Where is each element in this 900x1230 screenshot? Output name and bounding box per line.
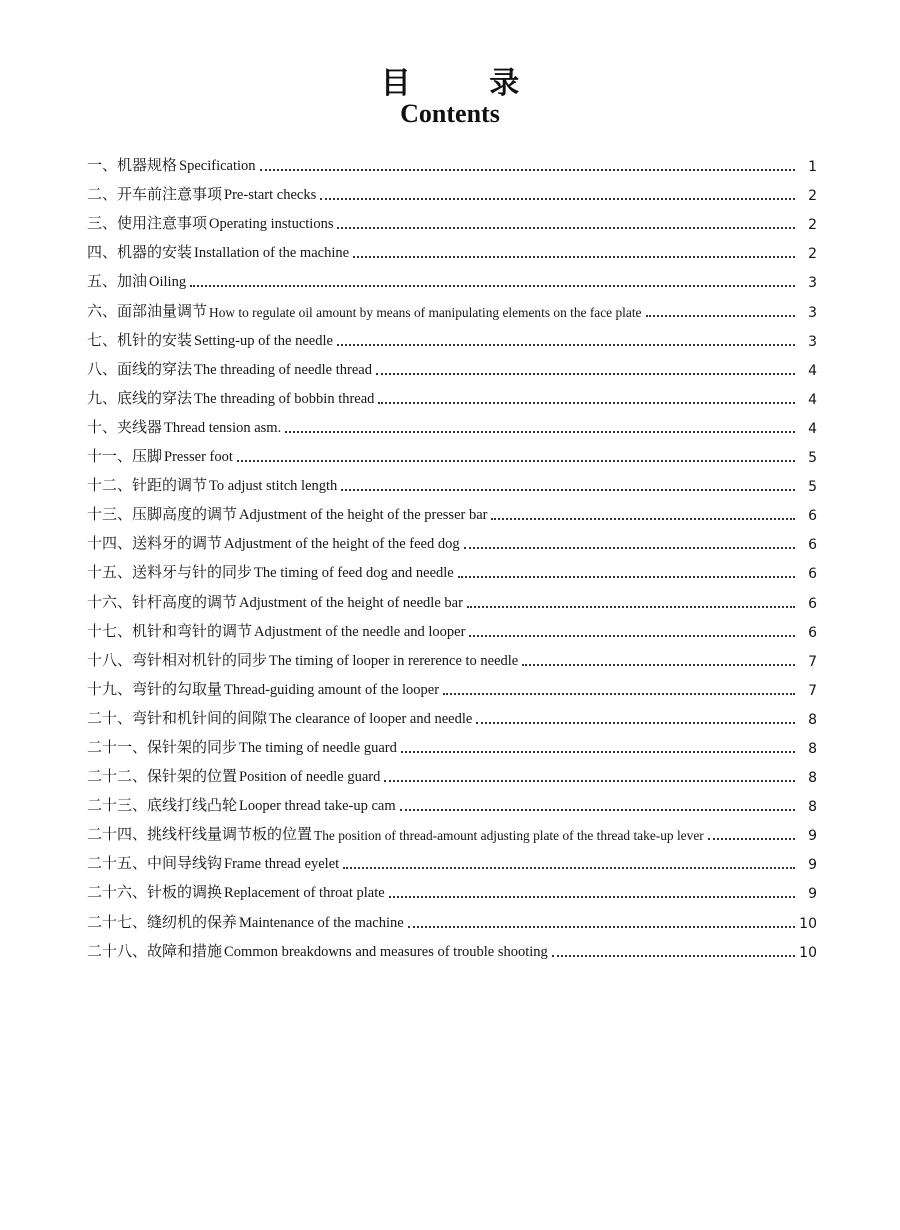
toc-entry-number: 十四、: [87, 534, 133, 553]
dot-leader: [376, 373, 795, 375]
toc-entry: [87, 379, 817, 408]
toc-entry-english-title: The clearance of looper and needle: [269, 710, 473, 727]
toc-entry: [87, 786, 817, 815]
toc-entry-english-title: Adjustment of the height of the presser bar: [239, 507, 488, 524]
toc-entry-number: 十、: [87, 417, 118, 436]
toc-entry-english-title: Oiling: [149, 274, 187, 291]
toc-entry-chinese-title: 送料牙与针的同步: [132, 563, 253, 582]
toc-entry-page-number: 6: [808, 508, 817, 525]
toc-entry-english-title: Adjustment of the needle and looper: [254, 623, 466, 640]
toc-entry-number: 十六、: [87, 592, 133, 611]
dot-leader: [400, 809, 795, 811]
toc-entry-number: 三、: [87, 214, 118, 233]
toc-entry-english-title: Adjustment of the height of the feed dog: [224, 536, 460, 553]
dot-leader: [285, 431, 795, 433]
toc-entry-number: 十二、: [87, 476, 133, 495]
toc-entry-page-number: 5: [808, 450, 817, 467]
toc-entry-english-title: Thread-guiding amount of the looper: [224, 681, 440, 698]
toc-entry-english-title: To adjust stitch length: [209, 478, 338, 495]
dot-leader: [464, 547, 795, 549]
toc-entry-english-title: How to regulate oil amount by means of manipulating elements on the face plate: [209, 304, 642, 320]
toc-entry: [87, 495, 817, 524]
toc-entry-chinese-title: 机针的安装: [117, 330, 193, 349]
toc-entry-number: 十一、: [87, 447, 133, 466]
toc-entry-number: 十三、: [87, 505, 133, 524]
toc-entry-number: 六、: [87, 301, 118, 320]
toc-entry-page-number: 2: [808, 246, 817, 263]
toc-entry-page-number: 6: [808, 624, 817, 641]
toc-entry-english-title: The timing of looper in rererence to needle: [269, 652, 519, 669]
toc-entry-english-title: Installation of the machine: [194, 245, 350, 262]
toc-entry: [87, 553, 817, 582]
toc-entry-english-title: The position of thread-amount adjusting plate of the thread take-up lever: [314, 828, 704, 844]
toc-entry-chinese-title: 针距的调节: [132, 476, 208, 495]
toc-entry-chinese-title: 中间导线钩: [147, 854, 223, 873]
toc-entry: [87, 524, 817, 553]
toc-entry-number: 二十八、: [87, 941, 148, 960]
toc-entry-english-title: Thread tension asm.: [164, 419, 282, 436]
toc-entry-chinese-title: 压脚高度的调节: [132, 505, 238, 524]
toc-entry-chinese-title: 加油: [117, 272, 148, 291]
dot-leader: [467, 606, 795, 608]
dot-leader: [443, 693, 795, 695]
toc-entry-english-title: Frame thread eyelet: [224, 856, 340, 873]
dot-leader: [408, 926, 795, 928]
dot-leader: [337, 227, 795, 229]
toc-entry: [87, 612, 817, 641]
toc-entry-number: 十五、: [87, 563, 133, 582]
toc-entry: [87, 204, 817, 233]
toc-entry-number: 七、: [87, 330, 118, 349]
toc-entry-chinese-title: 缝纫机的保养: [147, 912, 238, 931]
toc-entry-page-number: 3: [808, 275, 817, 292]
toc-entry-chinese-title: 针板的调换: [147, 883, 223, 902]
toc-entry-english-title: Replacement of throat plate: [224, 885, 385, 902]
toc-entry-english-title: Maintenance of the machine: [239, 914, 404, 931]
toc-entry: [87, 233, 817, 262]
toc-entry: [87, 757, 817, 786]
toc-entry-number: 五、: [87, 272, 118, 291]
toc-entry-page-number: 3: [808, 304, 817, 321]
toc-entry-page-number: 7: [808, 682, 817, 699]
dot-leader: [469, 635, 795, 637]
toc-entry-page-number: 9: [808, 857, 817, 874]
toc-entry-chinese-title: 保针架的位置: [147, 767, 238, 786]
dot-leader: [260, 169, 795, 171]
toc-entry: [87, 844, 817, 873]
toc-entry-chinese-title: 保针架的同步: [147, 737, 238, 756]
toc-entry-chinese-title: 底线的穿法: [117, 388, 193, 407]
dot-leader: [458, 576, 795, 578]
toc-entry-page-number: 6: [808, 595, 817, 612]
toc-entry-number: 二十五、: [87, 854, 148, 873]
dot-leader: [491, 518, 795, 520]
toc-entry: [87, 321, 817, 350]
toc-entry: [87, 902, 817, 931]
dot-leader: [476, 722, 795, 724]
toc-entry-number: 二十六、: [87, 883, 148, 902]
toc-entry-chinese-title: 面部油量调节: [117, 301, 208, 320]
toc-entry-number: 二十四、: [87, 825, 148, 844]
toc-entry-page-number: 8: [808, 770, 817, 787]
toc-entry-chinese-title: 开车前注意事项: [117, 185, 223, 204]
toc-entry-number: 二十一、: [87, 737, 148, 756]
toc-entry: [87, 408, 817, 437]
toc-entry: [87, 873, 817, 902]
toc-entry: [87, 932, 817, 961]
dot-leader: [708, 838, 795, 840]
toc-entry-english-title: Operating instuctions: [209, 216, 334, 233]
dot-leader: [353, 256, 795, 258]
toc-entry-english-title: Position of needle guard: [239, 769, 381, 786]
toc-entry-page-number: 1: [808, 159, 817, 176]
toc-entry: [87, 728, 817, 757]
toc-entry-chinese-title: 送料牙的调节: [132, 534, 223, 553]
toc-entry-page-number: 4: [808, 420, 817, 437]
toc-entry: [87, 175, 817, 204]
toc-entry-page-number: 4: [808, 391, 817, 408]
toc-entry: [87, 815, 817, 844]
toc-entry-number: 九、: [87, 388, 118, 407]
toc-entry-number: 二十三、: [87, 796, 148, 815]
toc-entry-page-number: 5: [808, 479, 817, 496]
toc-entry-page-number: 2: [808, 217, 817, 234]
page-title-chinese: 目 录: [380, 66, 554, 101]
toc-entry: [87, 437, 817, 466]
dot-leader: [337, 344, 795, 346]
toc-entry-english-title: The timing of needle guard: [239, 739, 397, 756]
toc-entry-number: 十八、: [87, 650, 133, 669]
toc-entry-number: 十七、: [87, 621, 133, 640]
dot-leader: [237, 460, 795, 462]
toc-entry: [87, 350, 817, 379]
toc-entry-english-title: Specification: [179, 158, 256, 175]
toc-entry-page-number: 8: [808, 740, 817, 757]
toc-entry-page-number: 2: [808, 188, 817, 205]
toc-entry: [87, 146, 817, 175]
toc-entry-number: 八、: [87, 359, 118, 378]
toc-entry-chinese-title: 挑线杆线量调节板的位置: [147, 825, 313, 844]
toc-entry-number: 二、: [87, 185, 118, 204]
toc-entry-page-number: 10: [799, 944, 817, 961]
toc-entry: [87, 262, 817, 291]
toc-entry-english-title: The threading of bobbin thread: [194, 390, 375, 407]
toc-entry: [87, 466, 817, 495]
toc-entry-english-title: Presser foot: [164, 449, 233, 466]
toc-entry-page-number: 10: [799, 915, 817, 932]
toc-entry-chinese-title: 弯针和机针间的间隙: [132, 708, 268, 727]
toc-entry-english-title: Pre-start checks: [224, 187, 317, 204]
toc-entry-number: 一、: [87, 156, 118, 175]
toc-entry-number: 十九、: [87, 679, 133, 698]
dot-leader: [384, 780, 795, 782]
toc-entry-number: 二十七、: [87, 912, 148, 931]
dot-leader: [341, 489, 795, 491]
toc-entry-english-title: Setting-up of the needle: [194, 332, 333, 349]
dot-leader: [378, 402, 795, 404]
dot-leader: [401, 751, 795, 753]
toc-entry-chinese-title: 使用注意事项: [117, 214, 208, 233]
toc-entry-english-title: The timing of feed dog and needle: [254, 565, 454, 582]
toc-entry-number: 二十、: [87, 708, 133, 727]
toc-entry-chinese-title: 压脚: [132, 447, 163, 466]
toc-entry-page-number: 9: [808, 886, 817, 903]
toc-entry-page-number: 7: [808, 653, 817, 670]
toc-entry-page-number: 6: [808, 537, 817, 554]
dot-leader: [646, 315, 796, 317]
toc-entry-english-title: Looper thread take-up cam: [239, 798, 396, 815]
toc-entry-chinese-title: 面线的穿法: [117, 359, 193, 378]
toc-entry-page-number: 8: [808, 711, 817, 728]
toc-entry: [87, 699, 817, 728]
toc-entry-page-number: 4: [808, 362, 817, 379]
toc-entry-number: 四、: [87, 243, 118, 262]
toc-entry-chinese-title: 底线打线凸轮: [147, 796, 238, 815]
toc-entry-chinese-title: 故障和措施: [147, 941, 223, 960]
toc-entry-page-number: 9: [808, 828, 817, 845]
toc-entry-chinese-title: 机针和弯针的调节: [132, 621, 253, 640]
toc-entry-english-title: Common breakdowns and measures of trouble shooting: [224, 943, 548, 960]
toc-entry-chinese-title: 机器的安装: [117, 243, 193, 262]
toc-entry: [87, 641, 817, 670]
toc-entry-english-title: Adjustment of the height of needle bar: [239, 594, 463, 611]
toc-entry-page-number: 8: [808, 799, 817, 816]
toc-entry-chinese-title: 夹线器: [117, 417, 163, 436]
toc-entry: [87, 291, 817, 320]
dot-leader: [552, 955, 795, 957]
dot-leader: [320, 198, 795, 200]
dot-leader: [190, 285, 795, 287]
dot-leader: [522, 664, 795, 666]
toc-entry-number: 二十二、: [87, 767, 148, 786]
toc-entry-page-number: 3: [808, 333, 817, 350]
toc-entry: [87, 582, 817, 611]
toc-entry-chinese-title: 弯针的勾取量: [132, 679, 223, 698]
toc-entry-page-number: 6: [808, 566, 817, 583]
toc-entry-chinese-title: 机器规格: [117, 156, 178, 175]
dot-leader: [343, 867, 795, 869]
dot-leader: [389, 896, 795, 898]
toc-entry-chinese-title: 针杆高度的调节: [132, 592, 238, 611]
toc-entry-english-title: The threading of needle thread: [194, 361, 372, 378]
page-title-english: Contents: [400, 99, 500, 128]
toc-entry-chinese-title: 弯针相对机针的同步: [132, 650, 268, 669]
table-of-contents: [87, 146, 817, 961]
toc-entry: [87, 670, 817, 699]
